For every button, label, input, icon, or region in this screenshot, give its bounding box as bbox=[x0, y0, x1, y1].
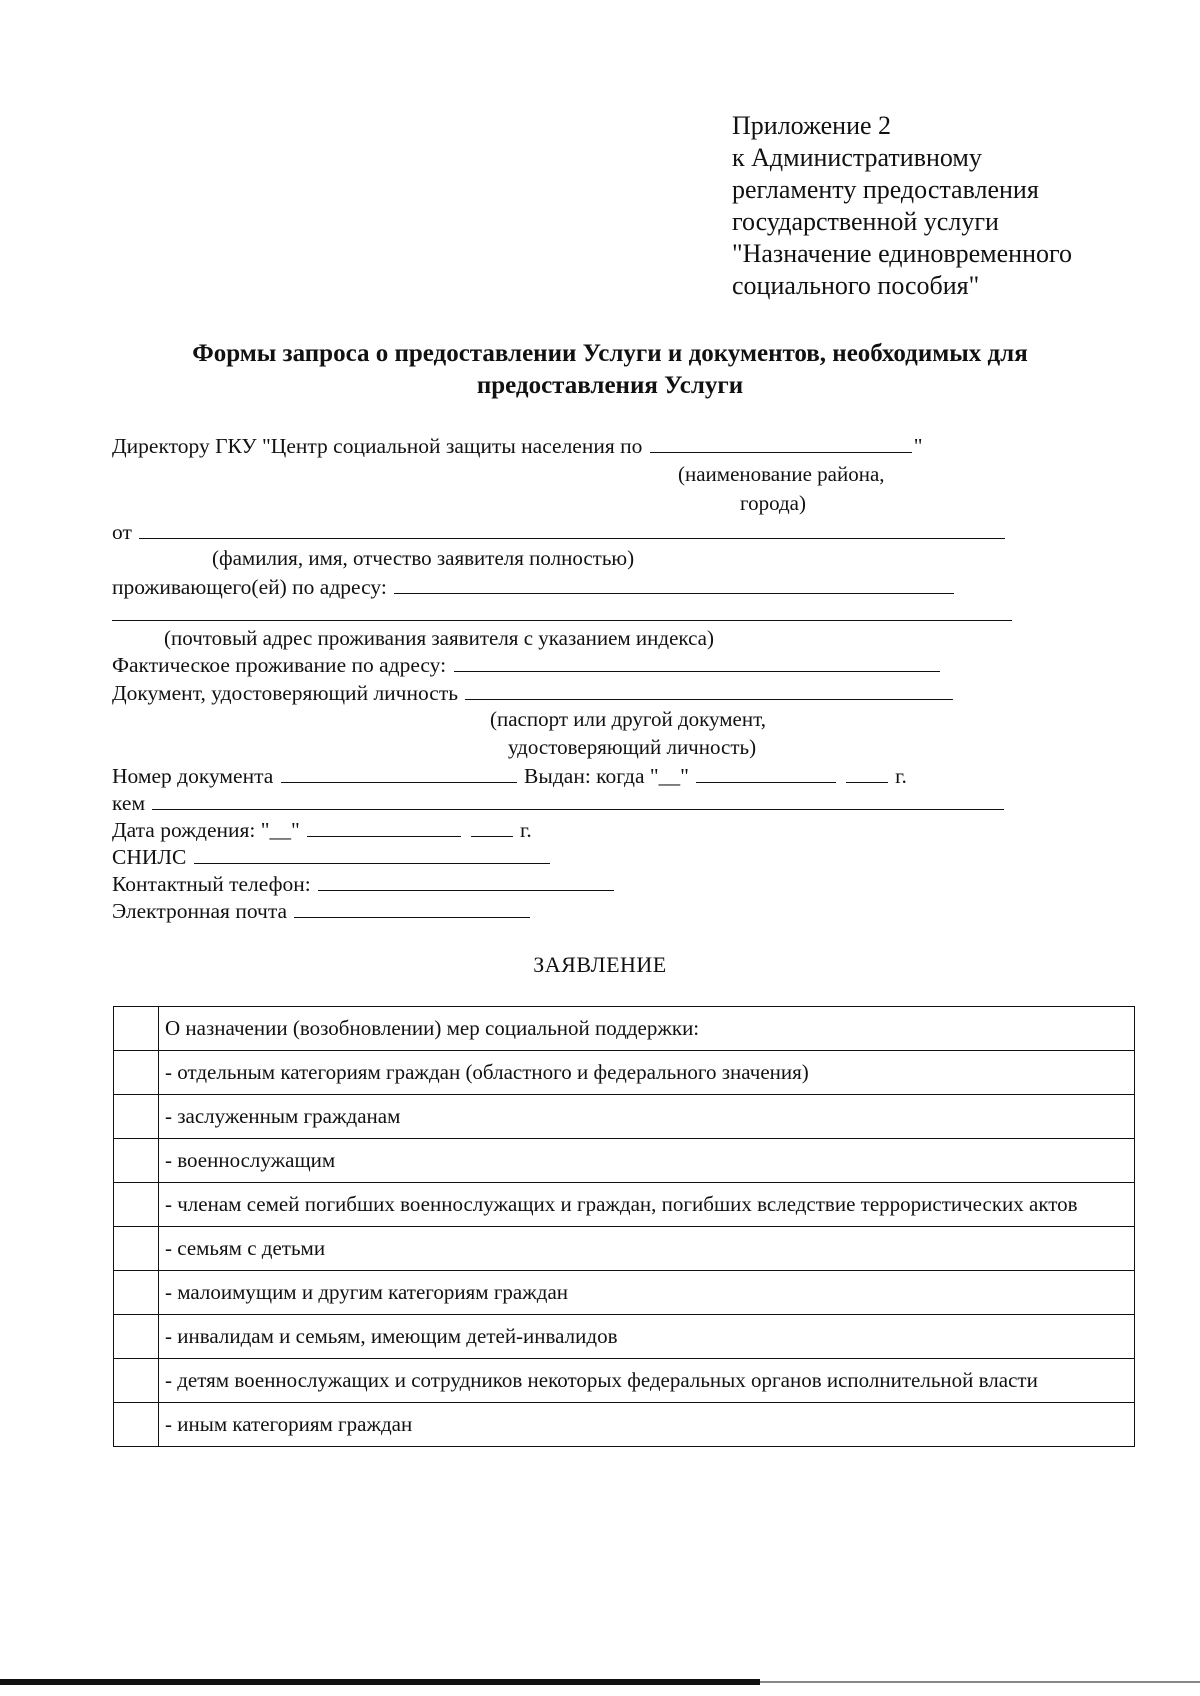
birth-label: Дата рождения: "__" bbox=[112, 818, 300, 842]
row-text: - малоимущим и другим категориям граждан bbox=[159, 1271, 1135, 1315]
row-text: - заслуженным гражданам bbox=[159, 1095, 1135, 1139]
appendix-line: к Административному bbox=[732, 143, 982, 172]
actual-address-field[interactable] bbox=[454, 651, 940, 672]
table-row bbox=[114, 1403, 1135, 1447]
row-text: - отдельным категориям граждан (областного и федерального значения) bbox=[159, 1051, 1135, 1095]
row-text: - семьям с детьми bbox=[159, 1227, 1135, 1271]
birth-year-suffix: г. bbox=[519, 818, 532, 842]
checkbox-cell[interactable] bbox=[114, 1183, 159, 1227]
doc-number-label: Номер документа bbox=[112, 764, 274, 788]
appendix-line: Приложение 2 bbox=[732, 111, 892, 140]
birth-row bbox=[112, 816, 532, 843]
issued-by-field[interactable] bbox=[152, 789, 1004, 810]
actual-label: Фактическое проживание по адресу: bbox=[112, 653, 447, 677]
district-hint-1: (наименование района, bbox=[678, 462, 885, 486]
residence-field[interactable] bbox=[394, 573, 954, 594]
appendix-line: "Назначение единовременного bbox=[732, 239, 1073, 268]
appendix-block bbox=[732, 110, 1072, 302]
row-text: - иным категориям граждан bbox=[159, 1403, 1135, 1447]
email-row bbox=[112, 897, 532, 924]
phone-row bbox=[112, 870, 616, 897]
snils-row bbox=[112, 843, 552, 870]
checkbox-cell[interactable] bbox=[114, 1051, 159, 1095]
table-row bbox=[114, 1227, 1135, 1271]
appendix-line: регламенту предоставления bbox=[732, 175, 1039, 204]
document-label: Документ, удостоверяющий личность bbox=[112, 681, 459, 705]
table-row bbox=[114, 1183, 1135, 1227]
checkbox-cell[interactable] bbox=[114, 1359, 159, 1403]
issued-year-suffix: г. bbox=[895, 764, 907, 788]
director-row bbox=[112, 432, 923, 459]
checkbox-cell[interactable] bbox=[114, 1227, 159, 1271]
checkbox-cell[interactable] bbox=[114, 1315, 159, 1359]
issued-month-field[interactable] bbox=[696, 762, 836, 783]
doc-number-field[interactable] bbox=[281, 762, 517, 783]
doc-number-row bbox=[112, 762, 907, 789]
table-row bbox=[114, 1095, 1135, 1139]
scan-bottom-edge bbox=[0, 1679, 760, 1685]
fio-field[interactable] bbox=[139, 518, 1005, 539]
district-hint-2: города) bbox=[740, 491, 806, 515]
table-row bbox=[114, 1271, 1135, 1315]
title-line-1: Формы запроса о предоставлении Услуги и документов, необходимых для bbox=[192, 340, 1028, 367]
from-row bbox=[112, 518, 1007, 545]
document-title bbox=[110, 338, 1110, 402]
district-field[interactable] bbox=[650, 432, 912, 453]
snils-label: СНИЛС bbox=[112, 845, 187, 869]
email-label: Электронная почта bbox=[112, 899, 288, 923]
issued-by-label: кем bbox=[112, 791, 146, 815]
document-hint-1: (паспорт или другой документ, bbox=[490, 707, 766, 731]
checkbox-cell[interactable] bbox=[114, 1139, 159, 1183]
residence-label: проживающего(ей) по адресу: bbox=[112, 575, 387, 599]
row-text: - военнослужащим bbox=[159, 1139, 1135, 1183]
postal-hint: (почтовый адрес проживания заявителя с указанием индекса) bbox=[164, 626, 714, 650]
scan-bottom-edge-fade bbox=[760, 1681, 1200, 1683]
title-line-2: предоставления Услуги bbox=[476, 372, 744, 399]
checkbox-cell[interactable] bbox=[114, 1095, 159, 1139]
document-hint-2: удостоверяющий личность) bbox=[508, 735, 757, 759]
birth-year-field[interactable] bbox=[471, 816, 513, 837]
table-row bbox=[114, 1359, 1135, 1403]
document-field[interactable] bbox=[465, 679, 953, 700]
statement-heading: ЗАЯВЛЕНИЕ bbox=[533, 952, 667, 977]
director-label: Директору ГКУ "Центр социальной защиты населения по bbox=[112, 434, 643, 458]
birth-month-field[interactable] bbox=[307, 816, 461, 837]
appendix-line: государственной услуги bbox=[732, 207, 999, 236]
issued-by-row bbox=[112, 789, 1006, 816]
row-text: - инвалидам и семьям, имеющим детей-инвалидов bbox=[159, 1315, 1135, 1359]
residence-row bbox=[112, 573, 956, 600]
email-field[interactable] bbox=[294, 897, 530, 918]
table-row bbox=[114, 1315, 1135, 1359]
row-text: - детям военнослужащих и сотрудников некоторых федеральных органов исполнительной власти bbox=[159, 1359, 1135, 1403]
document-row bbox=[112, 679, 955, 706]
phone-field[interactable] bbox=[318, 870, 614, 891]
checkbox-cell[interactable] bbox=[114, 1403, 159, 1447]
issued-label: Выдан: когда "__" bbox=[524, 764, 689, 788]
actual-residence-row bbox=[112, 651, 942, 678]
row-text: О назначении (возобновлении) мер социальной поддержки: bbox=[159, 1007, 1135, 1051]
from-label: от bbox=[112, 520, 132, 544]
phone-label: Контактный телефон: bbox=[112, 872, 311, 896]
issued-year-field[interactable] bbox=[846, 762, 888, 783]
table-row bbox=[114, 1051, 1135, 1095]
appendix-line: социального пособия" bbox=[732, 271, 980, 300]
table-row bbox=[114, 1139, 1135, 1183]
director-close-quote: " bbox=[913, 434, 923, 458]
snils-field[interactable] bbox=[194, 843, 550, 864]
support-measures-table bbox=[113, 1006, 1135, 1447]
residence-field-continued[interactable] bbox=[112, 620, 1012, 621]
table-row bbox=[114, 1007, 1135, 1051]
row-text: - членам семей погибших военнослужащих и граждан, погибших вследствие террористических актов bbox=[159, 1183, 1135, 1227]
fio-hint: (фамилия, имя, отчество заявителя полностью) bbox=[212, 546, 635, 570]
checkbox-cell[interactable] bbox=[114, 1271, 159, 1315]
checkbox-cell[interactable] bbox=[114, 1007, 159, 1051]
